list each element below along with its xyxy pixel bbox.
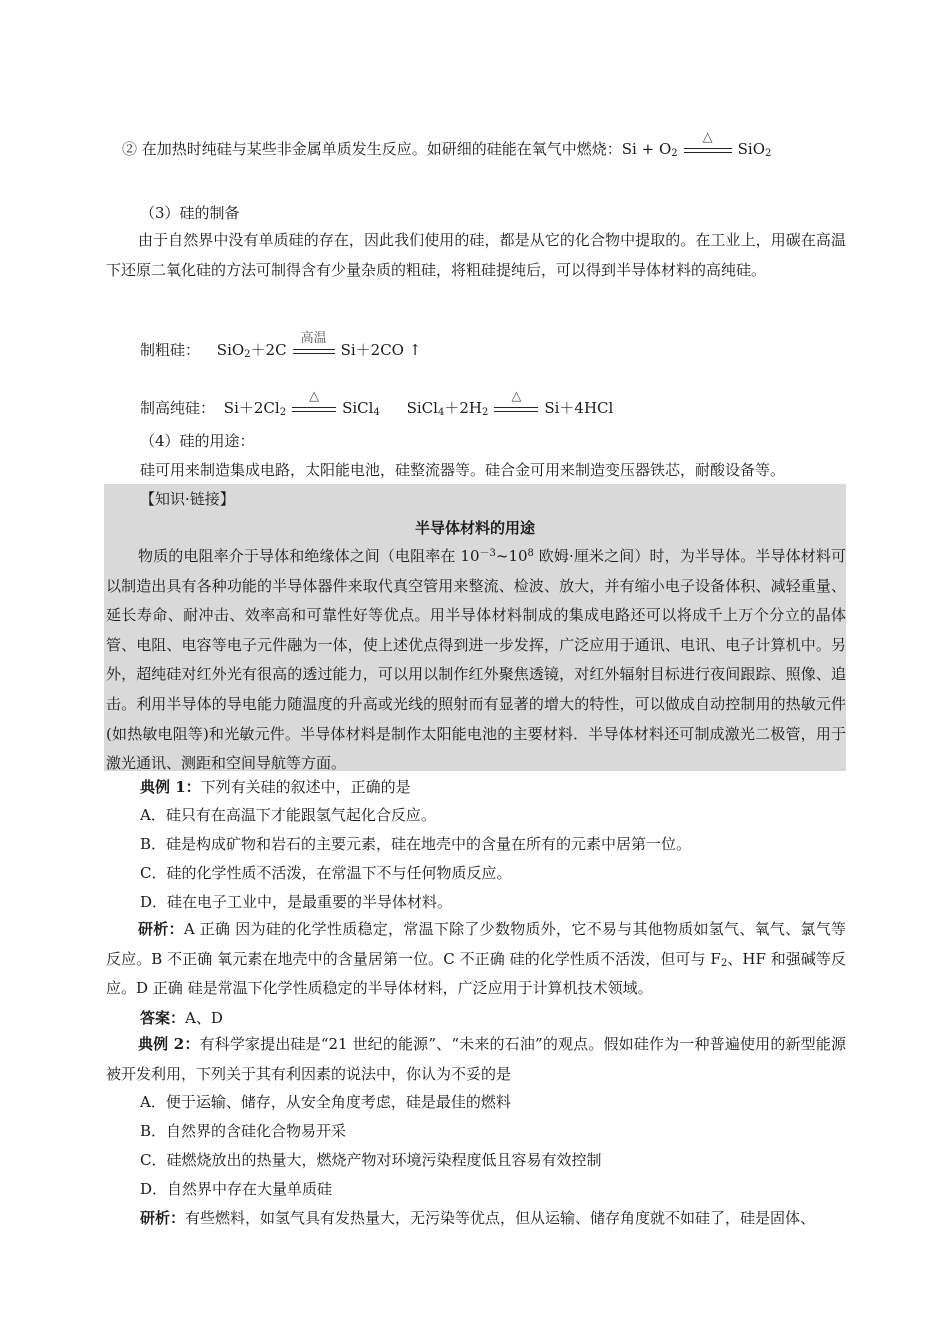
pure2-reactant: SiCl — [406, 399, 438, 417]
example2-option-c: C．硅燃烧放出的热量大，燃烧产物对环境污染程度低且容易有效控制 — [140, 1151, 602, 1169]
example1-option-d: D．硅在电子工业中，是最重要的半导体材料。 — [140, 893, 453, 911]
preparation-paragraph — [106, 226, 846, 285]
pure1-product: SiCl — [342, 399, 374, 417]
example2-label: 典例 2： — [138, 1035, 200, 1053]
subscript: 2 — [765, 148, 772, 159]
subscript: 2 — [481, 407, 489, 418]
subscript: 4 — [437, 407, 445, 418]
example1-question-text: 下列有关硅的叙述中，正确的是 — [200, 778, 411, 796]
heat-condition: △ — [702, 129, 713, 145]
crude-product: Si＋2CO ↑ — [340, 341, 422, 359]
uses-paragraph: 硅可用来制造集成电路，太阳能电池，硅整流器等。硅合金可用来制造变压器铁芯，耐酸设备等。 — [140, 461, 786, 479]
crude-reactant-rest: ＋2C — [250, 341, 287, 359]
example1-question — [140, 777, 411, 797]
subscript: 2 — [720, 957, 728, 969]
example2-option-a: A．便于运输、储存，从安全角度考虑，硅是最佳的燃料 — [140, 1093, 511, 1111]
analysis-text: 有些燃料，如氢气具有发热量大，无污染等优点，但从运输、储存角度就不如硅了，硅是固体、 — [185, 1209, 816, 1227]
knowledge-title: 半导体材料的用途 — [414, 519, 535, 537]
pure2-reactant-rest: ＋2H — [444, 399, 482, 417]
high-temp-condition: 高温 — [300, 330, 327, 346]
crude-silicon-equation — [140, 330, 422, 360]
superscript: 8 — [527, 548, 534, 559]
example1-label: 典例 1： — [140, 778, 201, 796]
superscript: －3 — [479, 548, 496, 559]
subscript: 2 — [279, 407, 287, 418]
knowledge-text-start: 物质的电阻率介于导体和绝缘体之间（电阻率在 10 — [138, 547, 480, 565]
pure1-reactant: Si＋2Cl — [223, 399, 280, 417]
pure-label: 制高纯硅： — [140, 399, 216, 417]
answer-label: 答案： — [140, 1009, 186, 1027]
subscript: 2 — [244, 349, 251, 360]
example2-question-text: 有科学家提出硅是“21 世纪的能源”、“未来的石油”的观点。假如硅作为一种普遍使用的新型能源被开发利用，下列关于其有利因素的说法中，你认为不妥的是 — [106, 1035, 846, 1083]
knowledge-paragraph — [106, 542, 846, 779]
heat-condition: △ — [309, 388, 320, 404]
example1-analysis — [106, 915, 846, 1004]
section-heading-preparation: （3）硅的制备 — [140, 204, 240, 222]
knowledge-text-mid: ~10 — [495, 547, 528, 565]
heat-equals-sign — [494, 388, 538, 412]
analysis-text: A 正确 因为硅的化学性质稳定，常温下除了少数物质外，它不易与其他物质如氢气、氧气、氯气等反应。B 不正确 氧元素在地壳中的含量居第一位。C 不正确 硅的化学性质不活泼，但可与 F — [106, 920, 846, 968]
example2-option-d: D．自然界中存在大量单质硅 — [140, 1180, 333, 1198]
example2-option-b: B．自然界的含硅化合物易开采 — [140, 1122, 347, 1140]
example2-question — [106, 1030, 846, 1089]
pure2-product: Si＋4HCl — [544, 399, 614, 417]
example2-analysis — [140, 1208, 846, 1228]
heat-equals-sign — [684, 129, 732, 153]
heat-condition: △ — [511, 388, 522, 404]
pure-silicon-equations — [140, 388, 614, 418]
subscript: 2 — [671, 148, 678, 159]
example1-option-b: B．硅是构成矿物和岩石的主要元素，硅在地壳中的含量在所有的元素中居第一位。 — [140, 835, 692, 853]
silicon-oxygen-reaction — [122, 129, 772, 159]
high-temp-equals-sign — [293, 330, 335, 354]
analysis-text-rest: 、HF 和强碱等反应。D 正确 硅是常温下化学性质稳定的半导体材料，广泛应用于计算机技术领域。 — [106, 949, 846, 997]
knowledge-link-label: 【知识·链接】 — [140, 490, 235, 508]
crude-reactant: SiO — [216, 341, 245, 359]
heat-equals-sign — [292, 388, 336, 412]
analysis-label: 研析： — [140, 1209, 186, 1227]
example1-option-a: A．硅只有在高温下才能跟氢气起化合反应。 — [140, 806, 436, 824]
example1-answer — [140, 1008, 223, 1028]
reaction-text: ② 在加热时纯硅与某些非金属单质发生反应。如研细的硅能在氧气中燃烧：Si + O — [122, 140, 672, 158]
answer-value: A、D — [185, 1009, 223, 1027]
subscript: 4 — [373, 407, 380, 418]
crude-label: 制粗硅： — [140, 341, 201, 359]
knowledge-text-rest: 欧姆·厘米之间）时，为半导体。半导体材料可以制造出具有各种功能的半导体器件来取代真空管用来整流、检波、放大，并有缩小电子设备体积、减轻重量、延长寿命、耐冲击、效率高和可靠性好等优点。用半导体材料制成的集成电路还可以将成千上万个分立的晶体管、电阻、电容等电子元件融为一体，使上述优点得到进一步发挥，广泛应用于通讯、电讯、电子计算机中。另外，超纯硅对红外光有很高的透过能力，可以用以制作红外聚焦透镜，对红外辐射目标进行夜间跟踪、照像、追击。利用半导体的导电能力随温度的升高或光线的照射而有显著的增大的特性，可以做成自动控制用的热敏元件(如热敏电阻等)和光敏元件。半导体材料是制作太阳能电池的主要材料．半导体材料还可制成激光二极管，用于激光通讯、测距和空间导航等方面。 — [106, 547, 846, 773]
reaction-product: SiO — [737, 140, 765, 158]
preparation-text: 由于自然界中没有单质硅的存在，因此我们使用的硅，都是从它的化合物中提取的。在工业上，用碳在高温下还原二氧化硅的方法可制得含有少量杂质的粗硅，将粗硅提纯后，可以得到半导体材料的高纯硅。 — [106, 231, 846, 279]
section-heading-uses: （4）硅的用途： — [140, 432, 255, 450]
analysis-label: 研析： — [138, 920, 184, 938]
example1-option-c: C．硅的化学性质不活泼，在常温下不与任何物质反应。 — [140, 864, 512, 882]
